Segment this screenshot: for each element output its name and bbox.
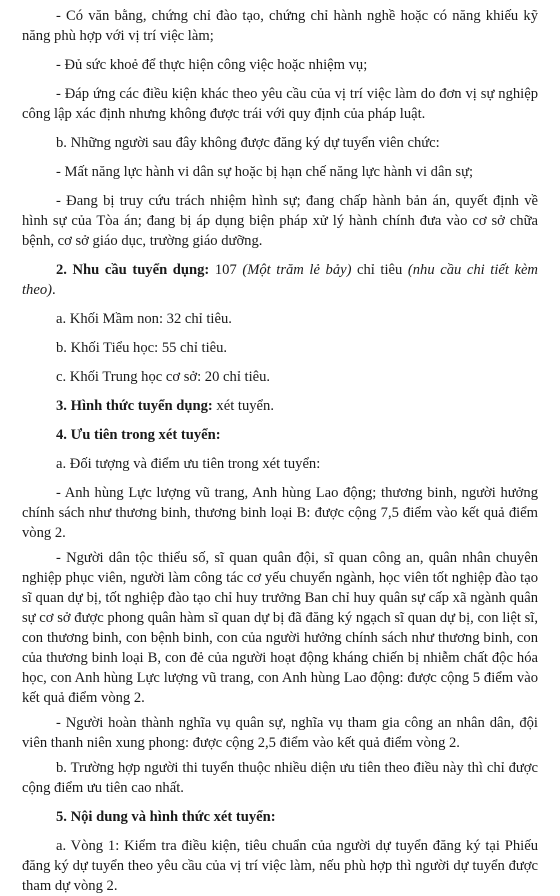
section-4-heading: 4. Ưu tiên trong xét tuyển: [56,427,221,443]
quota-secondary: c. Khối Trung học cơ sở: 20 chỉ tiêu. [56,369,271,385]
recruitment-unit: chỉ tiêu [351,262,408,278]
section-5-heading: 5. Nội dung và hình thức xét tuyển: [56,809,276,825]
section-2-heading: 2. Nhu cầu tuyển dụng: [56,262,210,278]
paragraph-qualification: - Có văn bằng, chứng chỉ đào tạo, chứng chỉ hành nghề hoặc có năng khiếu kỹ năng phù hợp với vị trí việc làm; [22,8,538,44]
priority-intro: a. Đối tượng và điểm ưu tiên trong xét tuyển: [56,456,321,472]
recruitment-note: (nhu cầu chi tiết kèm theo) [22,262,538,298]
quota-preschool: a. Khối Mầm non: 32 chỉ tiêu. [56,311,232,327]
section-3-form [22,396,538,416]
section-3-text: xét tuyển. [212,398,274,414]
priority-ethnic-officers: - Người dân tộc thiểu số, sĩ quan quân đội, sĩ quan công an, quân nhân chuyên nghiệp phục viên, người làm công tác cơ yếu chuyển ngành, học viên tốt nghiệp đào tạo sĩ quan dự bị, tốt nghiệp đào tạo chỉ huy trưởng Ban chỉ huy quân sự cấp xã ngành quân sự cơ sở được phong quân hàm sĩ quan dự bị đã đăng ký ngạch sĩ quan dự bị, con liệt sĩ, con thương binh, con bệnh binh, con của người hưởng chính sách như thương binh, con của thương binh loại B, con đẻ của người hoạt động kháng chiến bị nhiễm chất độc hóa học, con Anh hùng Lực lượng vũ trang, con Anh hùng Lao động: được cộng 5 điểm vào kết quả điểm vòng 2. [22,550,538,706]
priority-military-service: - Người hoàn thành nghĩa vụ quân sự, nghĩa vụ tham gia công an nhân dân, đội viên thanh niên xung phong: được cộng 2,5 điểm vào kết quả điểm vòng 2. [22,715,538,751]
paragraph-civil-capacity: - Mất năng lực hành vi dân sự hoặc bị hạn chế năng lực hành vi dân sự; [56,164,474,180]
paragraph-other-conditions: - Đáp ứng các điều kiện khác theo yêu cầu của vị trí việc làm do đơn vị sự nghiệp công lập xác định nhưng không được trái với quy định của pháp luật. [22,86,538,122]
recruitment-count: 107 [209,262,243,278]
paragraph-criminal: - Đang bị truy cứu trách nhiệm hình sự; đang chấp hành bản án, quyết định về hình sự của Tòa án; đang bị áp dụng biện pháp xử lý hành chính đưa vào cơ sở chữa bệnh, cơ sở giáo dục, trường giáo dưỡng. [22,193,538,249]
paragraph-ineligible-intro: b. Những người sau đây không được đăng ký dự tuyển viên chức: [56,135,440,151]
round-1-description: a. Vòng 1: Kiểm tra điều kiện, tiêu chuẩn của người dự tuyển đăng ký tại Phiếu đăng ký dự tuyển theo yêu cầu của vị trí việc làm, nếu phù hợp thì người dự tuyển được tham dự vòng 2. [22,838,538,894]
section-2-recruitment-needs [22,260,538,300]
priority-multiple: b. Trường hợp người thi tuyển thuộc nhiều diện ưu tiên theo điều này thì chỉ được cộng điểm ưu tiên cao nhất. [22,760,538,796]
recruitment-count-words: (Một trăm lẻ bảy) [242,262,352,278]
recruitment-end: . [52,282,56,298]
quota-primary: b. Khối Tiểu học: 55 chỉ tiêu. [56,340,228,356]
section-3-heading: 3. Hình thức tuyển dụng: [56,398,213,414]
priority-heroes: - Anh hùng Lực lượng vũ trang, Anh hùng Lao động; thương binh, người hưởng chính sách như thương binh, thương binh loại B: được cộng 7,5 điểm vào kết quả điểm vòng 2. [22,485,538,541]
paragraph-health: - Đủ sức khoẻ để thực hiện công việc hoặc nhiệm vụ; [56,57,368,73]
